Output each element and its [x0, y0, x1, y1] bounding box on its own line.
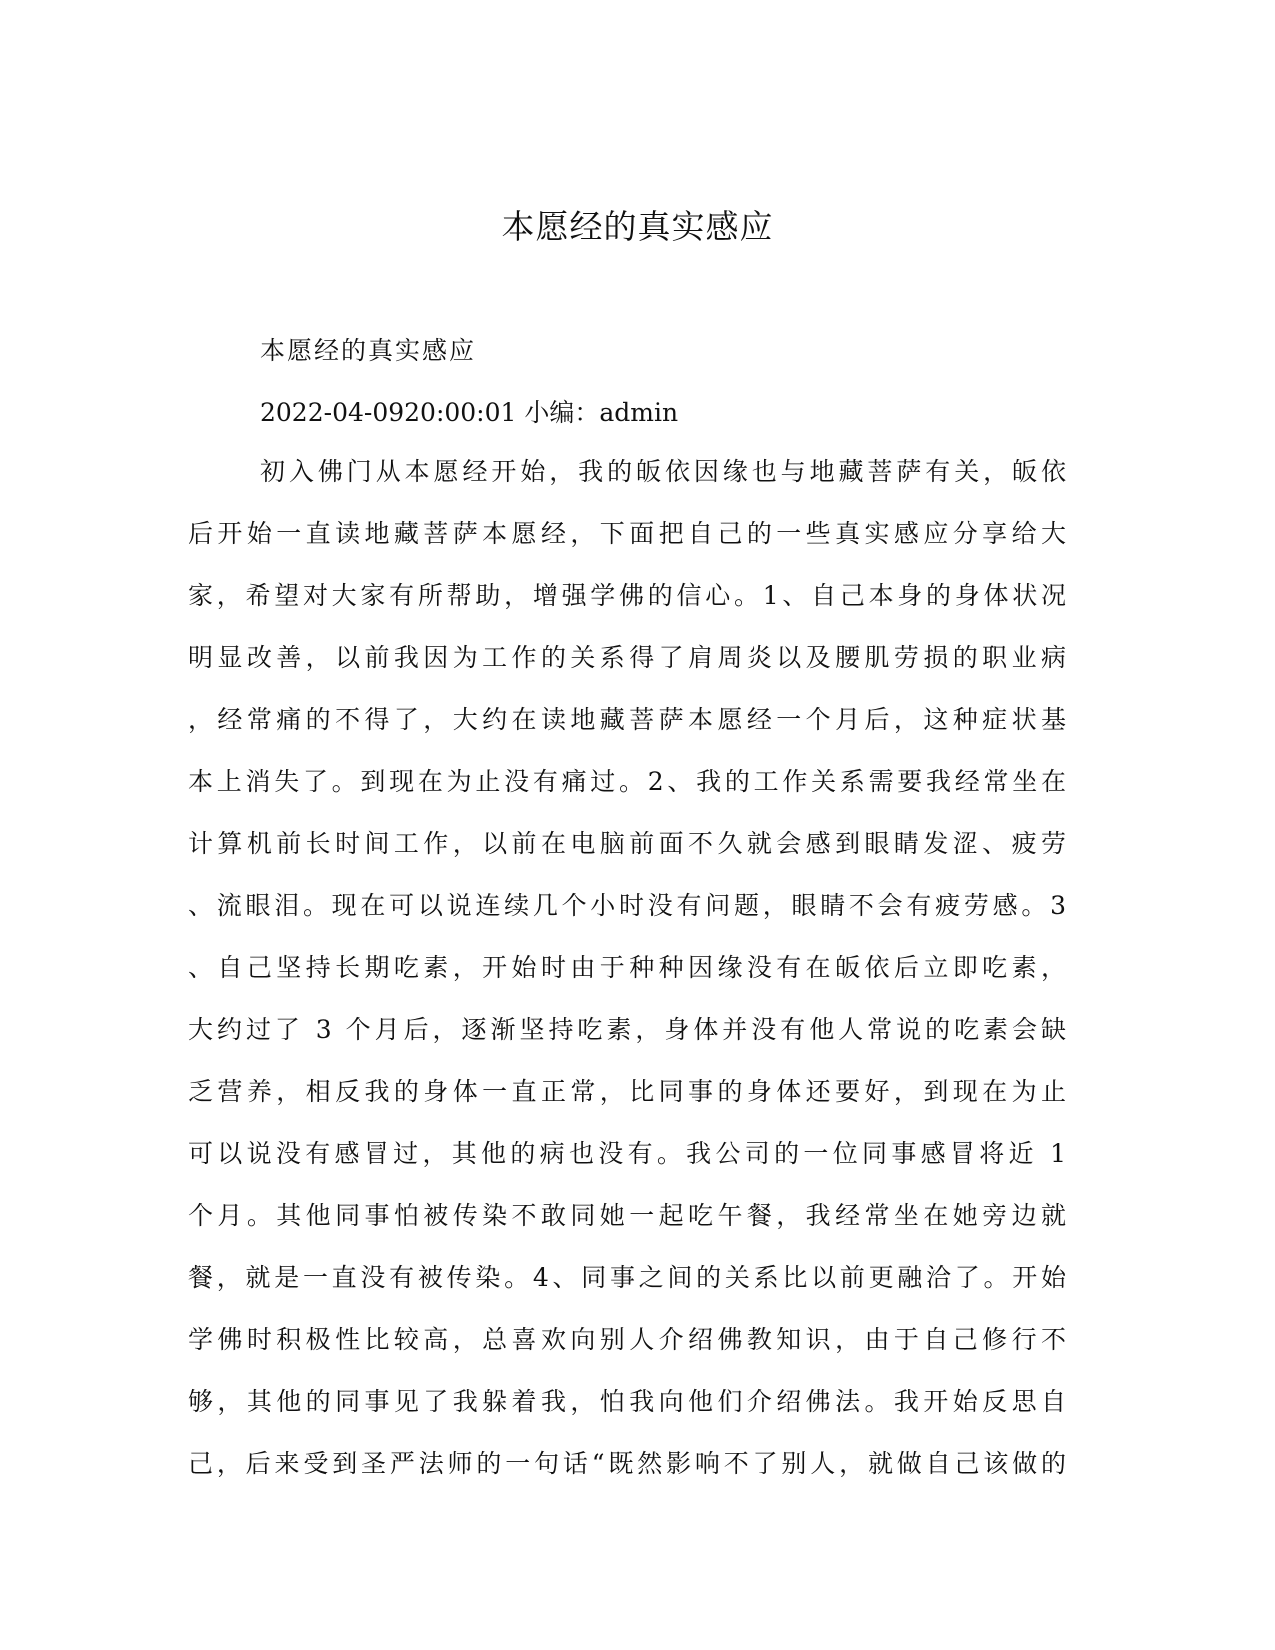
- body-line: 可以说没有感冒过，其他的病也没有。我公司的一位同事感冒将近 1: [188, 1139, 1068, 1168]
- body-line: 、流眼泪。现在可以说连续几个小时没有问题，眼睛不会有疲劳感。3: [188, 891, 1068, 920]
- body-line: 家，希望对大家有所帮助，增强学佛的信心。1、自己本身的身体状况: [188, 581, 1068, 610]
- body-line: 学佛时积极性比较高，总喜欢向别人介绍佛教知识，由于自己修行不: [188, 1325, 1068, 1354]
- body-line: 后开始一直读地藏菩萨本愿经，下面把自己的一些真实感应分享给大: [188, 519, 1068, 548]
- body-line: 个月。其他同事怕被传染不敢同她一起吃午餐，我经常坐在她旁边就: [188, 1201, 1068, 1230]
- article-meta: 2022-04-0920:00:01 小编：admin: [260, 398, 679, 427]
- article-subtitle: 本愿经的真实感应: [260, 336, 477, 365]
- body-line: ，经常痛的不得了，大约在读地藏菩萨本愿经一个月后，这种症状基: [188, 705, 1068, 734]
- body-line: 够，其他的同事见了我躲着我，怕我向他们介绍佛法。我开始反思自: [188, 1387, 1068, 1416]
- body-line: 初入佛门从本愿经开始，我的皈依因缘也与地藏菩萨有关，皈依: [260, 457, 1068, 486]
- body-line: 大约过了 3 个月后，逐渐坚持吃素，身体并没有他人常说的吃素会缺: [188, 1015, 1068, 1044]
- body-line: 、自己坚持长期吃素，开始时由于种种因缘没有在皈依后立即吃素，: [188, 953, 1068, 982]
- body-line: 计算机前长时间工作，以前在电脑前面不久就会感到眼睛发涩、疲劳: [188, 829, 1068, 858]
- body-line: 餐，就是一直没有被传染。4、同事之间的关系比以前更融洽了。开始: [188, 1263, 1068, 1292]
- body-line: 乏营养，相反我的身体一直正常，比同事的身体还要好，到现在为止: [188, 1077, 1068, 1106]
- body-line: 明显改善，以前我因为工作的关系得了肩周炎以及腰肌劳损的职业病: [188, 643, 1068, 672]
- body-line: 本上消失了。到现在为止没有痛过。2、我的工作关系需要我经常坐在: [188, 767, 1068, 796]
- page-title: 本愿经的真实感应: [501, 207, 774, 246]
- article-body: [188, 454, 1068, 1508]
- body-line: 己，后来受到圣严法师的一句话“既然影响不了别人，就做自己该做的: [188, 1449, 1068, 1478]
